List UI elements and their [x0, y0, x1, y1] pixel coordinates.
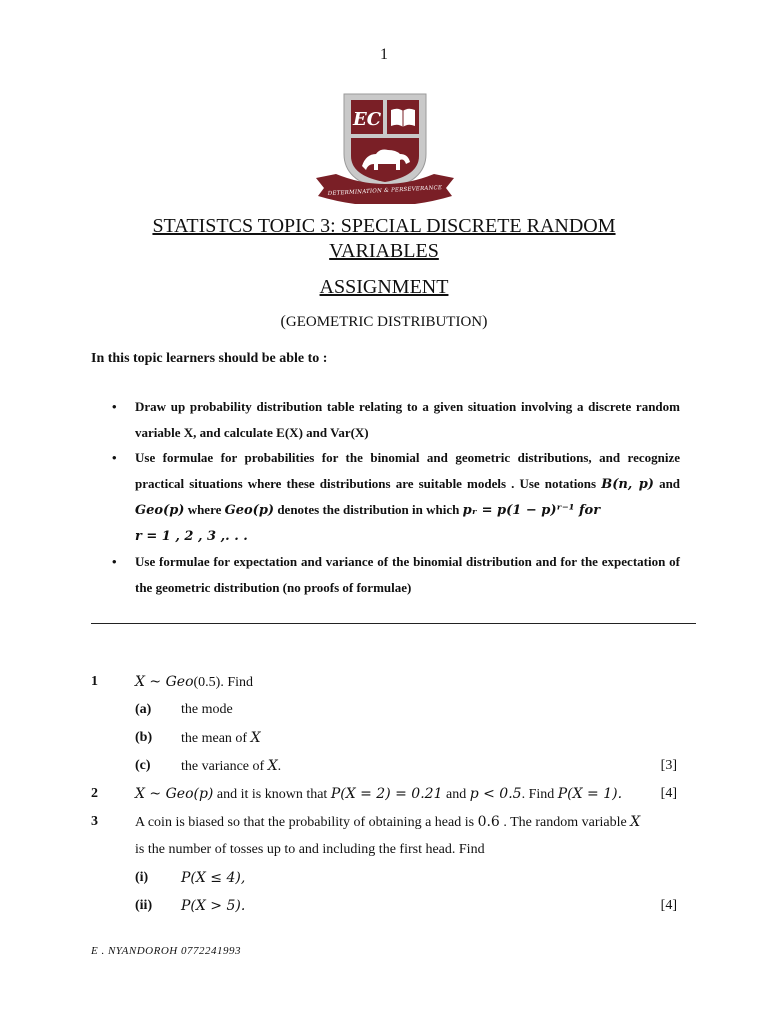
bullet-icon: • — [112, 450, 117, 465]
svg-text:EC: EC — [352, 109, 382, 130]
question-text: . Find — [220, 675, 254, 690]
topic-text: GEOMETRIC DISTRIBUTION — [285, 314, 483, 330]
question-number: 2 — [91, 786, 98, 801]
page-number: 1 — [380, 46, 388, 63]
topic-heading — [100, 313, 668, 331]
document-title — [100, 214, 668, 264]
crest-motto: DETERMINATION & PERSEVERANCE — [327, 185, 443, 197]
geometric-pmf-formula: pᵣ = p(1 − p)ʳ⁻¹ for — [462, 503, 601, 518]
part-text: the mode — [181, 702, 233, 717]
title-line-2: VARIABLES — [329, 240, 439, 262]
question-text: and it is known that — [216, 787, 328, 802]
objective-item — [108, 394, 680, 445]
objective-text: where — [187, 502, 222, 517]
part-text — [181, 758, 281, 775]
part-text-body: the variance of — [181, 759, 265, 774]
question-number: 1 — [91, 674, 98, 689]
objective-item — [108, 549, 680, 600]
question-text: A coin is biased so that the probability of obtaining a head is — [135, 815, 475, 830]
section-divider — [91, 623, 696, 624]
math-expression: P(X = 2) = 0.21 — [330, 786, 443, 802]
question-3-stem — [135, 814, 640, 831]
part-label: (a) — [135, 702, 152, 717]
math-expression: X ~ Geo — [135, 674, 194, 690]
question-1-stem — [135, 674, 253, 691]
objective-text: and — [659, 475, 681, 491]
math-variable: X — [250, 730, 261, 746]
marks-allocation: [4] — [660, 786, 677, 801]
binomial-notation: B(n, p) — [601, 476, 654, 492]
math-variable: X — [630, 814, 641, 830]
math-variable: X — [267, 758, 278, 774]
part-label: (ii) — [135, 898, 153, 913]
math-expression: P(X = 1). — [557, 786, 623, 802]
geometric-notation: Geo(p) — [224, 503, 275, 518]
bullet-icon: • — [112, 399, 117, 414]
objectives-list — [108, 394, 680, 600]
range-of-r: r = 1 , 2 , 3 ,. . . — [135, 528, 248, 544]
math-value: 0.6 — [477, 814, 500, 830]
part-label: (i) — [135, 870, 149, 885]
bullet-icon: • — [112, 554, 117, 569]
question-number: 3 — [91, 814, 98, 829]
question-3-stem-line-2: is the number of tosses up to and including the first head. Find — [135, 842, 485, 857]
punctuation: . — [277, 759, 282, 774]
objective-text: Use formulae for probabilities for the binomial and geometric distributions, and recognize practical situations where these distributions are suitable models . Use notations — [135, 450, 680, 491]
objective-text: Use formulae for expectation and variance of the binomial distribution and for the expectation of the geometric distribution (no proofs of formulae) — [135, 554, 680, 595]
math-value: (0.5) — [193, 675, 221, 690]
marks-allocation: [3] — [660, 758, 677, 773]
part-text: P(X ≤ 4), — [181, 870, 246, 886]
part-text: P(X > 5). — [181, 898, 246, 914]
math-expression: X ~ Geo(p) — [135, 786, 214, 802]
objective-item — [108, 445, 680, 549]
author-footer: E . NYANDOROH 0772241993 — [91, 945, 241, 957]
assignment-heading: ASSIGNMENT — [319, 276, 449, 298]
part-text — [181, 730, 261, 747]
objective-text: denotes the distribution in which — [277, 502, 460, 517]
question-text: . Find — [521, 787, 555, 802]
objective-text: Draw up probability distribution table relating to a given situation involving a discrete random variable X, and calculate E(X) and Var(X) — [135, 399, 680, 440]
part-label: (c) — [135, 758, 151, 773]
title-line-1: STATISTCS TOPIC 3: SPECIAL DISCRETE RANDOM — [152, 215, 616, 237]
part-label: (b) — [135, 730, 153, 745]
topic-close-paren: ) — [482, 313, 488, 330]
part-text-body: the mean of — [181, 731, 248, 746]
learning-outcomes-intro: In this topic learners should be able to : — [91, 351, 328, 366]
topic-open-paren: ( — [280, 313, 286, 330]
marks-allocation: [4] — [660, 898, 677, 913]
question-2-stem — [135, 786, 622, 803]
question-text: . The random variable — [503, 815, 627, 830]
school-crest-logo — [314, 92, 456, 204]
geometric-notation: Geo(p) — [135, 503, 185, 518]
question-text: and — [445, 787, 467, 802]
math-expression: p < 0.5 — [469, 786, 522, 802]
